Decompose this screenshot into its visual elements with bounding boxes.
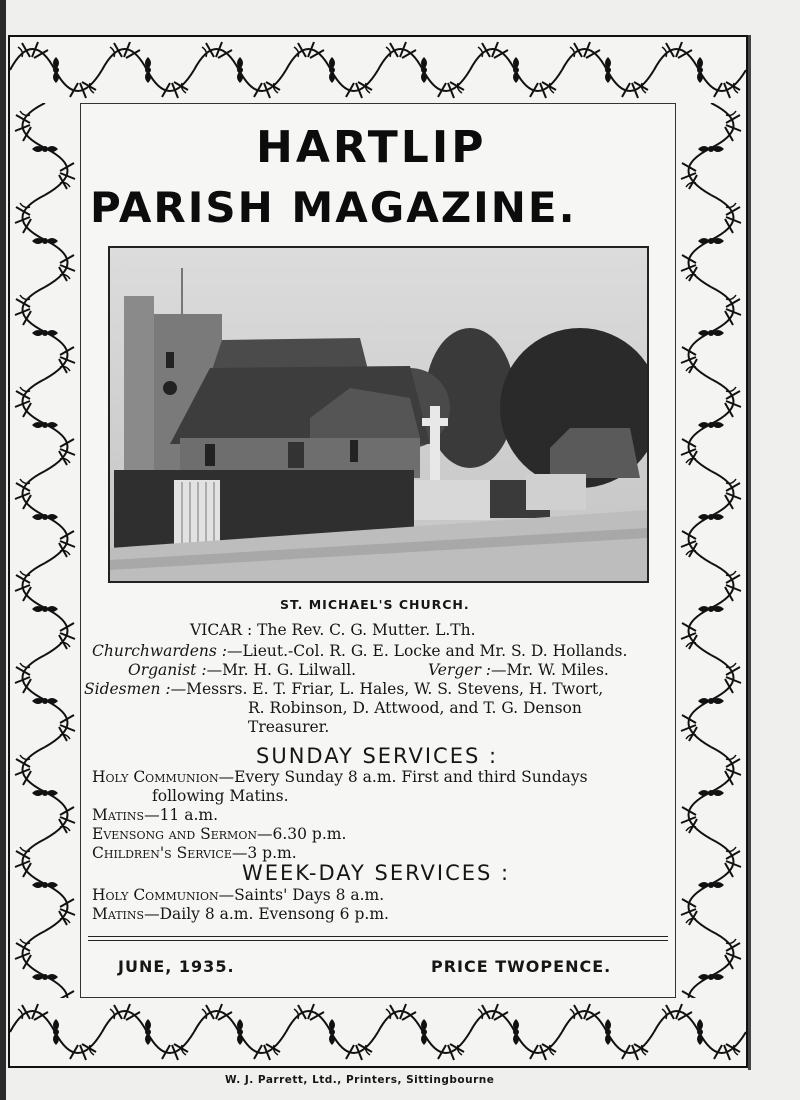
ornament-border-left	[10, 103, 80, 998]
sunday-evensong-value: —6.30 p.m.	[256, 825, 347, 843]
sidesmen-label: Sidesmen :	[84, 680, 171, 698]
issue-date: JUNE, 1935.	[118, 957, 235, 976]
verger-value: —Mr. W. Miles.	[491, 661, 609, 679]
vicar-line	[190, 621, 476, 639]
ornament-border-top	[10, 37, 746, 103]
vicar-label: VICAR :	[190, 621, 253, 639]
weekday-matins-line	[92, 905, 389, 923]
churchwardens-label: Churchwardens :	[92, 642, 227, 660]
sunday-evensong-label: Evensong and Sermon	[92, 825, 257, 843]
weekday-holy-communion-label: Holy Communion	[92, 886, 219, 904]
printer-imprint: W. J. Parrett, Ltd., Printers, Sittingbourne	[225, 1074, 495, 1086]
sunday-services-heading: SUNDAY SERVICES :	[256, 744, 499, 768]
organist-verger-line	[128, 661, 356, 679]
sunday-holy-communion-value-2: following Matins.	[152, 787, 289, 805]
sunday-holy-communion-line	[92, 768, 588, 786]
sunday-holy-communion-label: Holy Communion	[92, 768, 219, 786]
sunday-evensong-line	[92, 825, 346, 843]
verger-label: Verger :	[428, 661, 492, 679]
weekday-matins-label: Matins	[92, 905, 145, 923]
page-binding-edge	[0, 0, 6, 1100]
sunday-holy-communion-value: —Every Sunday 8 a.m. First and third Sundays	[218, 768, 588, 786]
vicar-value: The Rev. C. G. Mutter. L.Th.	[257, 621, 476, 639]
sunday-children-label: Children's Service	[92, 844, 232, 862]
verger-line	[428, 661, 609, 679]
churchwardens-line	[92, 642, 627, 660]
masthead-title-line2: PARISH MAGAZINE.	[90, 183, 577, 232]
weekday-holy-communion-value: —Saints' Days 8 a.m.	[218, 886, 385, 904]
sidesmen-line	[84, 680, 603, 698]
sunday-matins-label: Matins	[92, 806, 145, 824]
weekday-matins-value: —Daily 8 a.m. Evensong 6 p.m.	[144, 905, 389, 923]
churchwardens-value: —Lieut.-Col. R. G. E. Locke and Mr. S. D. Hollands.	[227, 642, 628, 660]
sidesmen-value-1: —Messrs. E. T. Friar, L. Hales, W. S. Stevens, H. Twort,	[170, 680, 604, 698]
weekday-services-heading: WEEK-DAY SERVICES :	[242, 861, 511, 885]
footer-divider-bottom	[88, 940, 668, 941]
frame-shadow	[748, 35, 751, 1070]
weekday-holy-communion-line	[92, 886, 384, 904]
sunday-children-value: —3 p.m.	[231, 844, 297, 862]
church-photograph	[108, 246, 649, 583]
masthead-title-line1: HARTLIP	[256, 122, 487, 173]
footer-divider-top	[88, 936, 668, 937]
organist-value: —Mr. H. G. Lilwall.	[206, 661, 357, 679]
sunday-children-line	[92, 844, 297, 862]
sidesmen-value-3: Treasurer.	[248, 718, 330, 736]
ornament-border-bottom	[10, 998, 746, 1066]
sunday-matins-value: —11 a.m.	[144, 806, 219, 824]
sunday-matins-line	[92, 806, 218, 824]
photo-caption: ST. MICHAEL'S CHURCH.	[280, 597, 470, 612]
ornament-border-right	[676, 103, 746, 998]
organist-label: Organist :	[128, 661, 207, 679]
sidesmen-value-2: R. Robinson, D. Attwood, and T. G. Denson	[248, 699, 582, 717]
issue-price: PRICE TWOPENCE.	[431, 957, 612, 976]
